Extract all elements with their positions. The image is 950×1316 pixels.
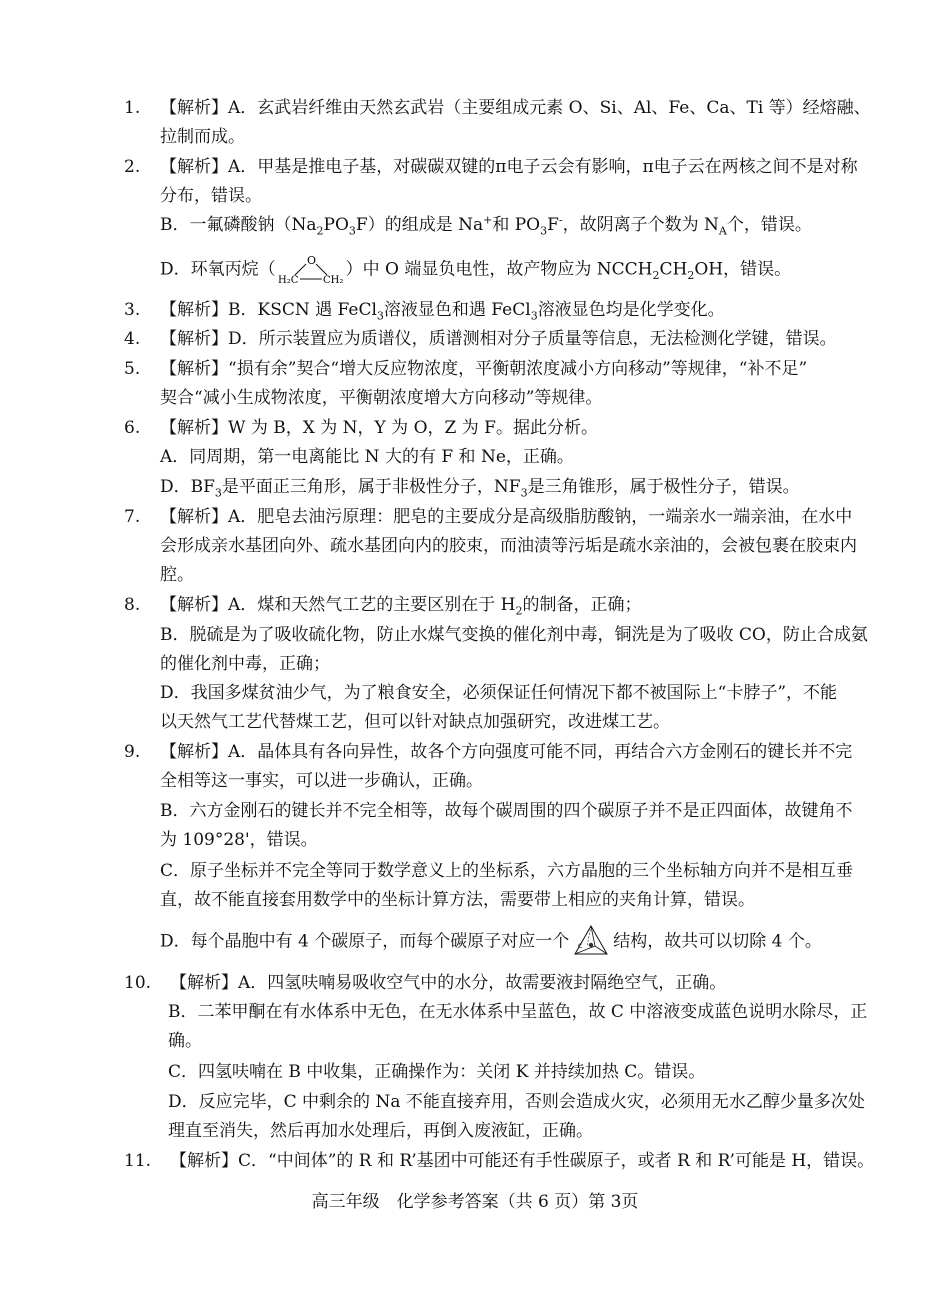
- answer-text: D．$BF_3$是平面正三角形，属于非极性分子，$NF_3$是三角锥形，属于极性分子，错误。: [160, 477, 800, 500]
- answer-text: 契合“减小生成物浓度，平衡朝浓度增大方向移动”等规律。: [160, 388, 603, 408]
- answer-5: [124, 355, 914, 413]
- answer-text: 理直至消失，然后再加水处理后，再倒入废液缸，正确。: [168, 1121, 593, 1141]
- answer-6-d: [160, 473, 912, 502]
- answer-7: [124, 503, 914, 590]
- answer-11: [124, 1147, 914, 1176]
- answer-text: C．原子坐标并不完全等同于数学意义上的坐标系，六方晶胞的三个坐标轴方向并不是相互垂: [160, 861, 854, 881]
- answer-text: 腔。: [160, 565, 194, 585]
- answer-text: 【解析】C．“中间体”的 R 和 R’基团中可能还有手性碳原子，或者 R 和 R’可能是 H，错误。: [170, 1151, 875, 1171]
- answer-6: [124, 414, 914, 443]
- svg-text:CH₂: CH₂: [322, 275, 344, 286]
- answer-8-d: [160, 679, 912, 737]
- tetrahedron-structure-icon: [569, 924, 613, 960]
- answer-text: D．反应完毕，C 中剩余的 Na 不能直接弃用，否则会造成火灾，必须用无水乙醇少量多次处: [168, 1092, 865, 1112]
- answer-text: 【解析】W 为 B，X 为 N，Y 为 O，Z 为 F。据此分析。: [160, 418, 598, 438]
- answer-2-b: [160, 211, 912, 240]
- answer-text: 【解析】D．所示装置应为质谱仪，质谱测相对分子质量等信息，无法检测化学键，错误。: [160, 329, 837, 349]
- answer-text: 【解析】B．KSCN 遇 FeCl$_3$溶液显色和遇 FeCl$_3$溶液显色均是化学变化。: [160, 300, 725, 323]
- answer-text: B．六方金刚石的键长并不完全相等，故每个碳周围的四个碳原子并不是正四面体，故键角不: [160, 801, 853, 821]
- answer-text: 【解析】A．甲基是推电子基，对碳碳双键的π电子云会有影响，π电子云在两核之间不是对称: [160, 157, 858, 177]
- answer-text: D．我国多煤贫油少气，为了粮食安全，必须保证任何情况下都不被国际上“卡脖子”，不能: [160, 683, 838, 703]
- question-number: 4.: [124, 329, 141, 349]
- answer-text: B．脱硫是为了吸收硫化物，防止水煤气变换的催化剂中毒，铜洗是为了吸收 CO，防止合成氨: [160, 625, 868, 645]
- answer-text: 全相等这一事实，可以进一步确认，正确。: [160, 771, 483, 791]
- question-number: 11.: [124, 1151, 152, 1171]
- question-number: 3.: [124, 300, 141, 320]
- answer-text: 【解析】A．煤和天然气工艺的主要区别在于 $H_2$的制备，正确；: [160, 595, 642, 618]
- answer-text: 【解析】A．肥皂去油污原理：肥皂的主要成分是高级脂肪酸钠，一端亲水一端亲油，在水中: [160, 507, 853, 527]
- answer-text: 确。: [168, 1031, 202, 1051]
- answer-1: [124, 94, 914, 152]
- question-number: 1.: [124, 98, 141, 118]
- answer-2: [124, 153, 914, 211]
- answer-text: 分布，错误。: [160, 186, 262, 206]
- answer-text: 直，故不能直接套用数学中的坐标计算方法，需要带上相应的夹角计算，错误。: [160, 890, 755, 910]
- answer-6-a: [160, 443, 912, 472]
- answer-text: C．四氢呋喃在 B 中收集，正确操作为：关闭 K 并持续加热 C。错误。: [168, 1062, 706, 1082]
- answer-text: 【解析】A．四氢呋喃易吸收空气中的水分，故需要液封隔绝空气，正确。: [170, 973, 727, 993]
- answer-text: 以天然气工艺代替煤工艺，但可以针对缺点加强研究，改进煤工艺。: [160, 712, 670, 732]
- answer-10: [124, 969, 914, 998]
- question-number: 10.: [124, 973, 152, 993]
- question-number: 8.: [124, 595, 141, 615]
- answer-3: [124, 296, 914, 325]
- question-number: 6.: [124, 418, 141, 438]
- answer-10-d: [168, 1088, 912, 1146]
- svg-text:C: C: [578, 943, 583, 950]
- answer-10-c: [168, 1058, 912, 1087]
- answer-text: D．每个晶胞中有 4 个碳原子，而每个碳原子对应一个 C 结构，故共可以切除 4 个。: [160, 924, 912, 960]
- answer-text: 【解析】A．晶体具有各向异性，故各个方向强度可能不同，再结合六方金刚石的键长并不完: [160, 742, 853, 762]
- epoxypropane-structure-icon: [276, 253, 346, 287]
- answer-text: 【解析】“损有余”契合“增大反应物浓度，平衡朝浓度减小方向移动”等规律，“补不足”: [160, 359, 808, 379]
- svg-text:H₂C: H₂C: [277, 275, 299, 286]
- answer-8-b: [160, 621, 912, 679]
- answer-9-d: [160, 924, 912, 960]
- answer-2-d: [160, 253, 912, 287]
- answer-9: [124, 738, 914, 796]
- answer-text: A．同周期，第一电离能比 N 大的有 F 和 Ne，正确。: [160, 447, 574, 467]
- svg-text:O: O: [306, 254, 316, 267]
- question-number: 9.: [124, 742, 141, 762]
- answer-text: 的催化剂中毒，正确；: [160, 654, 330, 674]
- answer-9-b: [160, 797, 912, 855]
- answer-8: [124, 591, 914, 620]
- answer-text: 为 109°28'，错误。: [160, 830, 318, 850]
- answer-9-c: [160, 857, 912, 915]
- answer-text: B．一氟磷酸钠$(Na_2PO_3F)$的组成是 Na+和 $PO_3F^-$，故阴离子个数为 $N_A$个，错误。: [160, 213, 812, 238]
- question-number: 5.: [124, 359, 141, 379]
- answer-text: 会形成亲水基团向外、疏水基团向内的胶束，而油渍等污垢是疏水亲油的，会被包裹在胶束内: [160, 536, 857, 556]
- answer-4: [124, 325, 914, 354]
- answer-text: B．二苯甲酮在有水体系中无色，在无水体系中呈蓝色，故 C 中溶液变成蓝色说明水除尽，正: [168, 1002, 868, 1022]
- page-footer: 高三年级 化学参考答案（共 6 页）第 3页: [311, 1192, 639, 1212]
- question-number: 7.: [124, 507, 141, 527]
- answer-text: 拉制而成。: [160, 127, 245, 147]
- question-number: 2.: [124, 157, 141, 177]
- answer-text: D．环氧丙烷（ O H₂C CH₂ ）中 O 端显负电性，故产物应为 $NCCH_2CH_2OH$，错误。: [160, 254, 792, 286]
- answer-10-b: [168, 998, 912, 1056]
- answer-text: 【解析】A．玄武岩纤维由天然玄武岩（主要组成元素 O、Si、Al、Fe、Ca、Ti 等）经熔融、: [160, 98, 871, 118]
